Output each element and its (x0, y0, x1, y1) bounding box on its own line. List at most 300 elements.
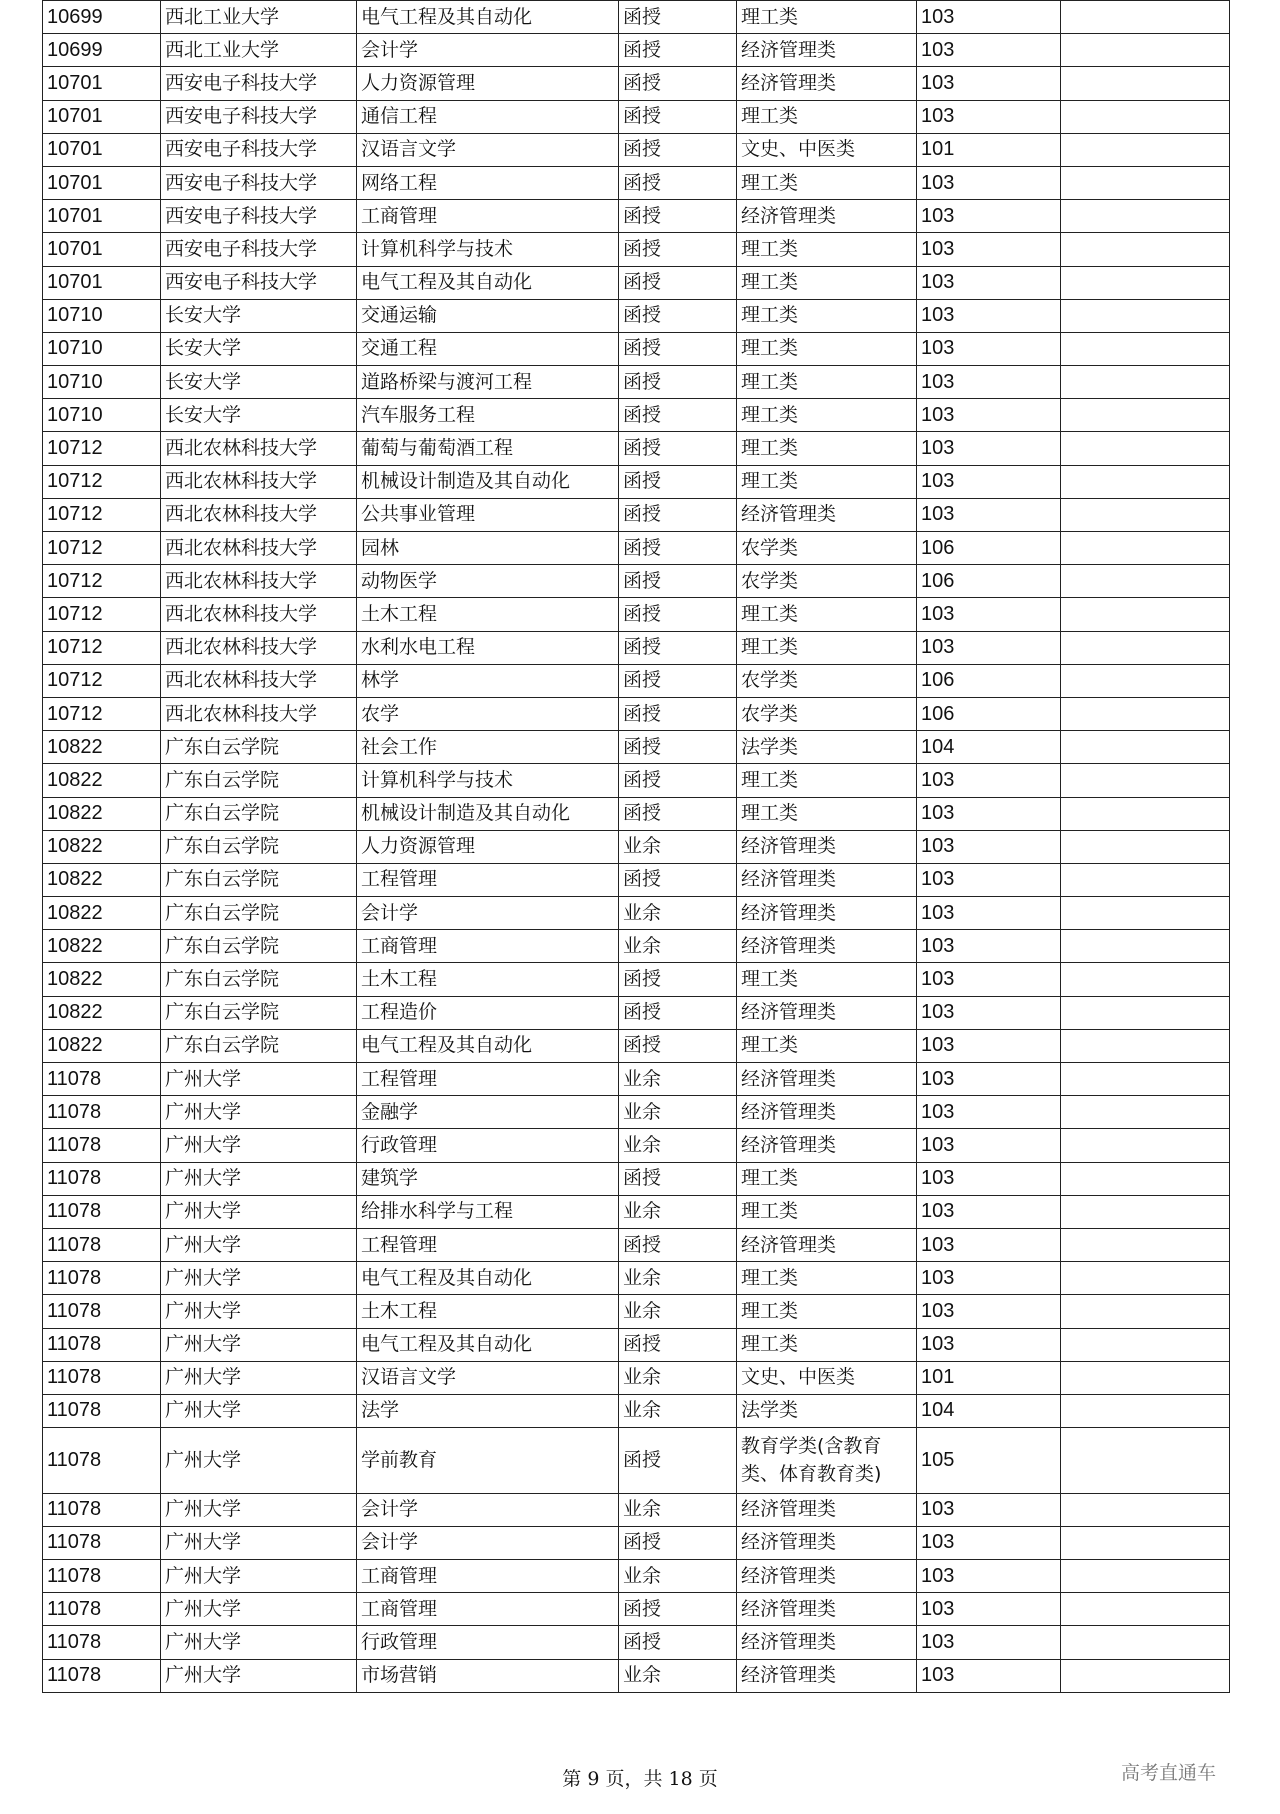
remark-cell (1061, 1394, 1230, 1427)
exam-code-cell: 106 (917, 565, 1061, 598)
major-cell: 金融学 (357, 1096, 619, 1129)
table-row (43, 897, 1230, 930)
table-row (43, 996, 1230, 1029)
major-cell: 工商管理 (357, 200, 619, 233)
major-cell: 电气工程及其自动化 (357, 266, 619, 299)
school-code-cell: 10822 (43, 797, 161, 830)
table-row (43, 532, 1230, 565)
subject-category-cell: 经济管理类 (737, 1593, 917, 1626)
school-code-cell: 11078 (43, 1195, 161, 1228)
study-mode-cell: 函授 (619, 565, 737, 598)
subject-category-cell: 理工类 (737, 366, 917, 399)
remark-cell (1061, 1195, 1230, 1228)
exam-code-cell: 103 (917, 266, 1061, 299)
school-name-cell: 西安电子科技大学 (161, 166, 357, 199)
school-code-cell: 10822 (43, 897, 161, 930)
remark-cell (1061, 1493, 1230, 1526)
study-mode-cell: 函授 (619, 465, 737, 498)
school-name-cell: 广州大学 (161, 1659, 357, 1692)
school-code-cell: 10822 (43, 963, 161, 996)
subject-category-cell: 理工类 (737, 233, 917, 266)
table-row (43, 1361, 1230, 1394)
school-name-cell: 西北农林科技大学 (161, 598, 357, 631)
exam-code-cell: 104 (917, 731, 1061, 764)
school-name-cell: 广州大学 (161, 1295, 357, 1328)
table-row (43, 1526, 1230, 1559)
school-code-cell: 11078 (43, 1526, 161, 1559)
study-mode-cell: 函授 (619, 532, 737, 565)
table-row (43, 631, 1230, 664)
exam-code-cell: 103 (917, 233, 1061, 266)
table-row (43, 1328, 1230, 1361)
remark-cell (1061, 1428, 1230, 1494)
remark-cell (1061, 598, 1230, 631)
table-row (43, 432, 1230, 465)
exam-code-cell: 103 (917, 498, 1061, 531)
major-cell: 会计学 (357, 34, 619, 67)
subject-category-cell: 经济管理类 (737, 34, 917, 67)
school-code-cell: 11078 (43, 1394, 161, 1427)
major-cell: 道路桥梁与渡河工程 (357, 366, 619, 399)
remark-cell (1061, 731, 1230, 764)
exam-code-cell: 105 (917, 1428, 1061, 1494)
study-mode-cell: 函授 (619, 34, 737, 67)
major-cell: 通信工程 (357, 100, 619, 133)
study-mode-cell: 函授 (619, 67, 737, 100)
school-code-cell: 10701 (43, 266, 161, 299)
school-name-cell: 广东白云学院 (161, 863, 357, 896)
school-name-cell: 西北农林科技大学 (161, 631, 357, 664)
study-mode-cell: 业余 (619, 897, 737, 930)
remark-cell (1061, 34, 1230, 67)
study-mode-cell: 函授 (619, 299, 737, 332)
table-row (43, 366, 1230, 399)
subject-category-cell: 理工类 (737, 399, 917, 432)
school-name-cell: 广州大学 (161, 1228, 357, 1261)
exam-code-cell: 103 (917, 1295, 1061, 1328)
major-cell: 建筑学 (357, 1162, 619, 1195)
subject-category-cell: 法学类 (737, 1394, 917, 1427)
major-cell: 给排水科学与工程 (357, 1195, 619, 1228)
school-code-cell: 11078 (43, 1593, 161, 1626)
exam-code-cell: 103 (917, 1493, 1061, 1526)
major-cell: 汉语言文学 (357, 1361, 619, 1394)
exam-code-cell: 101 (917, 1361, 1061, 1394)
school-name-cell: 广州大学 (161, 1063, 357, 1096)
major-cell: 电气工程及其自动化 (357, 1, 619, 34)
school-name-cell: 西安电子科技大学 (161, 67, 357, 100)
subject-category-cell: 经济管理类 (737, 1129, 917, 1162)
study-mode-cell: 函授 (619, 266, 737, 299)
school-name-cell: 西北工业大学 (161, 34, 357, 67)
study-mode-cell: 函授 (619, 996, 737, 1029)
remark-cell (1061, 1361, 1230, 1394)
exam-code-cell: 101 (917, 133, 1061, 166)
school-name-cell: 广东白云学院 (161, 897, 357, 930)
school-name-cell: 西北农林科技大学 (161, 697, 357, 730)
exam-code-cell: 103 (917, 797, 1061, 830)
major-cell: 工程管理 (357, 1228, 619, 1261)
exam-code-cell: 106 (917, 664, 1061, 697)
major-cell: 学前教育 (357, 1428, 619, 1494)
table-row (43, 465, 1230, 498)
table-row (43, 34, 1230, 67)
major-cell: 法学 (357, 1394, 619, 1427)
school-code-cell: 11078 (43, 1063, 161, 1096)
major-cell: 汉语言文学 (357, 133, 619, 166)
major-cell: 机械设计制造及其自动化 (357, 465, 619, 498)
remark-cell (1061, 930, 1230, 963)
subject-category-cell: 农学类 (737, 664, 917, 697)
major-cell: 会计学 (357, 1493, 619, 1526)
table-row (43, 598, 1230, 631)
major-cell: 网络工程 (357, 166, 619, 199)
subject-category-cell: 文史、中医类 (737, 1361, 917, 1394)
exam-code-cell: 103 (917, 1228, 1061, 1261)
subject-category-cell: 理工类 (737, 100, 917, 133)
subject-category-cell: 经济管理类 (737, 930, 917, 963)
exam-code-cell: 103 (917, 897, 1061, 930)
school-name-cell: 西北农林科技大学 (161, 532, 357, 565)
remark-cell (1061, 1096, 1230, 1129)
subject-category-cell: 教育学类(含教育类、体育教育类) (737, 1428, 917, 1494)
major-cell: 动物医学 (357, 565, 619, 598)
major-cell: 人力资源管理 (357, 830, 619, 863)
subject-category-cell: 理工类 (737, 797, 917, 830)
subject-category-cell: 理工类 (737, 598, 917, 631)
school-code-cell: 10699 (43, 34, 161, 67)
subject-category-cell: 理工类 (737, 1162, 917, 1195)
school-code-cell: 10701 (43, 67, 161, 100)
school-name-cell: 广东白云学院 (161, 797, 357, 830)
major-cell: 工商管理 (357, 1593, 619, 1626)
school-name-cell: 广州大学 (161, 1559, 357, 1592)
school-code-cell: 11078 (43, 1493, 161, 1526)
study-mode-cell: 函授 (619, 200, 737, 233)
subject-category-cell: 经济管理类 (737, 498, 917, 531)
school-code-cell: 10701 (43, 200, 161, 233)
exam-code-cell: 106 (917, 697, 1061, 730)
remark-cell (1061, 166, 1230, 199)
table-row (43, 930, 1230, 963)
school-code-cell: 10712 (43, 532, 161, 565)
exam-code-cell: 103 (917, 1195, 1061, 1228)
subject-category-cell: 经济管理类 (737, 863, 917, 896)
major-cell: 交通工程 (357, 332, 619, 365)
major-cell: 电气工程及其自动化 (357, 1262, 619, 1295)
school-name-cell: 长安大学 (161, 332, 357, 365)
school-name-cell: 广州大学 (161, 1129, 357, 1162)
exam-code-cell: 104 (917, 1394, 1061, 1427)
table-row (43, 764, 1230, 797)
table-row (43, 1063, 1230, 1096)
exam-code-cell: 103 (917, 299, 1061, 332)
exam-code-cell: 103 (917, 930, 1061, 963)
major-cell: 电气工程及其自动化 (357, 1029, 619, 1062)
remark-cell (1061, 1526, 1230, 1559)
remark-cell (1061, 1626, 1230, 1659)
subject-category-cell: 经济管理类 (737, 1493, 917, 1526)
table-row (43, 233, 1230, 266)
study-mode-cell: 函授 (619, 1593, 737, 1626)
study-mode-cell: 函授 (619, 1228, 737, 1261)
school-code-cell: 10712 (43, 465, 161, 498)
remark-cell (1061, 631, 1230, 664)
school-code-cell: 10710 (43, 332, 161, 365)
remark-cell (1061, 963, 1230, 996)
remark-cell (1061, 532, 1230, 565)
school-name-cell: 长安大学 (161, 366, 357, 399)
exam-code-cell: 103 (917, 399, 1061, 432)
remark-cell (1061, 1228, 1230, 1261)
subject-category-cell: 文史、中医类 (737, 133, 917, 166)
school-code-cell: 11078 (43, 1129, 161, 1162)
study-mode-cell: 业余 (619, 1063, 737, 1096)
table-row (43, 399, 1230, 432)
subject-category-cell: 经济管理类 (737, 1559, 917, 1592)
school-code-cell: 10712 (43, 697, 161, 730)
subject-category-cell: 理工类 (737, 1, 917, 34)
school-code-cell: 10701 (43, 233, 161, 266)
exam-code-cell: 103 (917, 1593, 1061, 1626)
school-name-cell: 广东白云学院 (161, 963, 357, 996)
table-row (43, 1295, 1230, 1328)
school-code-cell: 10699 (43, 1, 161, 34)
study-mode-cell: 业余 (619, 830, 737, 863)
subject-category-cell: 经济管理类 (737, 1659, 917, 1692)
school-name-cell: 广东白云学院 (161, 930, 357, 963)
school-code-cell: 10710 (43, 366, 161, 399)
school-code-cell: 10712 (43, 498, 161, 531)
school-name-cell: 广东白云学院 (161, 731, 357, 764)
school-code-cell: 11078 (43, 1096, 161, 1129)
remark-cell (1061, 1295, 1230, 1328)
remark-cell (1061, 332, 1230, 365)
table-row (43, 797, 1230, 830)
table-row (43, 830, 1230, 863)
study-mode-cell: 业余 (619, 1361, 737, 1394)
school-code-cell: 11078 (43, 1162, 161, 1195)
subject-category-cell: 理工类 (737, 266, 917, 299)
subject-category-cell: 理工类 (737, 1262, 917, 1295)
major-cell: 人力资源管理 (357, 67, 619, 100)
remark-cell (1061, 133, 1230, 166)
school-code-cell: 10712 (43, 432, 161, 465)
major-cell: 交通运输 (357, 299, 619, 332)
major-cell: 机械设计制造及其自动化 (357, 797, 619, 830)
study-mode-cell: 函授 (619, 1162, 737, 1195)
table-row (43, 1428, 1230, 1494)
major-cell: 水利水电工程 (357, 631, 619, 664)
study-mode-cell: 业余 (619, 1394, 737, 1427)
remark-cell (1061, 233, 1230, 266)
table-row (43, 299, 1230, 332)
school-code-cell: 10701 (43, 100, 161, 133)
study-mode-cell: 业余 (619, 1262, 737, 1295)
school-code-cell: 10822 (43, 863, 161, 896)
study-mode-cell: 业余 (619, 1295, 737, 1328)
school-name-cell: 西安电子科技大学 (161, 100, 357, 133)
table-row (43, 266, 1230, 299)
school-name-cell: 广东白云学院 (161, 830, 357, 863)
table-row (43, 100, 1230, 133)
brand-watermark: 高考直通车 (1120, 1762, 1216, 1784)
remark-cell (1061, 200, 1230, 233)
school-code-cell: 10701 (43, 133, 161, 166)
school-code-cell: 10712 (43, 598, 161, 631)
remark-cell (1061, 266, 1230, 299)
remark-cell (1061, 1, 1230, 34)
study-mode-cell: 业余 (619, 1493, 737, 1526)
table-row (43, 1195, 1230, 1228)
exam-code-cell: 103 (917, 1, 1061, 34)
subject-category-cell: 理工类 (737, 332, 917, 365)
major-cell: 工商管理 (357, 1559, 619, 1592)
remark-cell (1061, 1593, 1230, 1626)
table-row (43, 332, 1230, 365)
subject-category-cell: 经济管理类 (737, 830, 917, 863)
exam-code-cell: 103 (917, 1096, 1061, 1129)
remark-cell (1061, 996, 1230, 1029)
table-row (43, 67, 1230, 100)
study-mode-cell: 函授 (619, 764, 737, 797)
school-name-cell: 长安大学 (161, 399, 357, 432)
table-row (43, 1626, 1230, 1659)
remark-cell (1061, 897, 1230, 930)
study-mode-cell: 函授 (619, 1526, 737, 1559)
subject-category-cell: 经济管理类 (737, 200, 917, 233)
subject-category-cell: 理工类 (737, 1295, 917, 1328)
study-mode-cell: 函授 (619, 332, 737, 365)
school-code-cell: 11078 (43, 1626, 161, 1659)
study-mode-cell: 函授 (619, 1, 737, 34)
study-mode-cell: 函授 (619, 233, 737, 266)
school-name-cell: 广州大学 (161, 1162, 357, 1195)
table-row (43, 664, 1230, 697)
exam-code-cell: 103 (917, 830, 1061, 863)
major-cell: 市场营销 (357, 1659, 619, 1692)
major-cell: 工商管理 (357, 930, 619, 963)
subject-category-cell: 经济管理类 (737, 1063, 917, 1096)
study-mode-cell: 函授 (619, 1328, 737, 1361)
table-row (43, 498, 1230, 531)
study-mode-cell: 函授 (619, 100, 737, 133)
school-code-cell: 10822 (43, 1029, 161, 1062)
subject-category-cell: 经济管理类 (737, 1626, 917, 1659)
study-mode-cell: 业余 (619, 1129, 737, 1162)
major-cell: 公共事业管理 (357, 498, 619, 531)
table-row (43, 1, 1230, 34)
school-code-cell: 10712 (43, 664, 161, 697)
major-cell: 汽车服务工程 (357, 399, 619, 432)
study-mode-cell: 函授 (619, 432, 737, 465)
exam-code-cell: 103 (917, 631, 1061, 664)
major-cell: 行政管理 (357, 1626, 619, 1659)
major-cell: 园林 (357, 532, 619, 565)
remark-cell (1061, 366, 1230, 399)
study-mode-cell: 函授 (619, 1626, 737, 1659)
exam-code-cell: 103 (917, 963, 1061, 996)
table-row (43, 166, 1230, 199)
subject-category-cell: 理工类 (737, 299, 917, 332)
school-code-cell: 10710 (43, 299, 161, 332)
major-cell: 工程管理 (357, 863, 619, 896)
remark-cell (1061, 664, 1230, 697)
school-name-cell: 广州大学 (161, 1526, 357, 1559)
school-name-cell: 广东白云学院 (161, 996, 357, 1029)
exam-code-cell: 103 (917, 34, 1061, 67)
subject-category-cell: 经济管理类 (737, 67, 917, 100)
school-name-cell: 西北农林科技大学 (161, 498, 357, 531)
remark-cell (1061, 299, 1230, 332)
subject-category-cell: 理工类 (737, 1195, 917, 1228)
remark-cell (1061, 432, 1230, 465)
school-name-cell: 西安电子科技大学 (161, 133, 357, 166)
subject-category-cell: 理工类 (737, 631, 917, 664)
major-cell: 林学 (357, 664, 619, 697)
remark-cell (1061, 797, 1230, 830)
school-name-cell: 广州大学 (161, 1195, 357, 1228)
study-mode-cell: 函授 (619, 598, 737, 631)
exam-code-cell: 103 (917, 67, 1061, 100)
table-row (43, 1228, 1230, 1261)
school-name-cell: 广州大学 (161, 1328, 357, 1361)
school-code-cell: 11078 (43, 1328, 161, 1361)
major-cell: 土木工程 (357, 1295, 619, 1328)
major-cell: 土木工程 (357, 963, 619, 996)
school-name-cell: 长安大学 (161, 299, 357, 332)
study-mode-cell: 函授 (619, 797, 737, 830)
study-mode-cell: 业余 (619, 1659, 737, 1692)
study-mode-cell: 函授 (619, 731, 737, 764)
exam-code-cell: 103 (917, 598, 1061, 631)
table-row (43, 565, 1230, 598)
major-cell: 农学 (357, 697, 619, 730)
school-name-cell: 西安电子科技大学 (161, 233, 357, 266)
remark-cell (1061, 1262, 1230, 1295)
remark-cell (1061, 1559, 1230, 1592)
subject-category-cell: 农学类 (737, 532, 917, 565)
study-mode-cell: 函授 (619, 1029, 737, 1062)
remark-cell (1061, 1029, 1230, 1062)
exam-code-cell: 103 (917, 200, 1061, 233)
exam-code-cell: 103 (917, 1162, 1061, 1195)
table-row (43, 1593, 1230, 1626)
remark-cell (1061, 1162, 1230, 1195)
exam-code-cell: 103 (917, 166, 1061, 199)
school-code-cell: 10822 (43, 731, 161, 764)
school-name-cell: 广州大学 (161, 1493, 357, 1526)
table-row (43, 1129, 1230, 1162)
table-row (43, 1262, 1230, 1295)
remark-cell (1061, 764, 1230, 797)
subject-category-cell: 经济管理类 (737, 996, 917, 1029)
school-name-cell: 广州大学 (161, 1262, 357, 1295)
study-mode-cell: 函授 (619, 631, 737, 664)
major-cell: 行政管理 (357, 1129, 619, 1162)
exam-code-cell: 103 (917, 1328, 1061, 1361)
study-mode-cell: 函授 (619, 664, 737, 697)
remark-cell (1061, 830, 1230, 863)
major-cell: 工程管理 (357, 1063, 619, 1096)
subject-category-cell: 经济管理类 (737, 897, 917, 930)
school-name-cell: 西安电子科技大学 (161, 200, 357, 233)
major-cell: 会计学 (357, 1526, 619, 1559)
study-mode-cell: 函授 (619, 963, 737, 996)
subject-category-cell: 经济管理类 (737, 1228, 917, 1261)
school-code-cell: 10712 (43, 565, 161, 598)
major-cell: 计算机科学与技术 (357, 764, 619, 797)
